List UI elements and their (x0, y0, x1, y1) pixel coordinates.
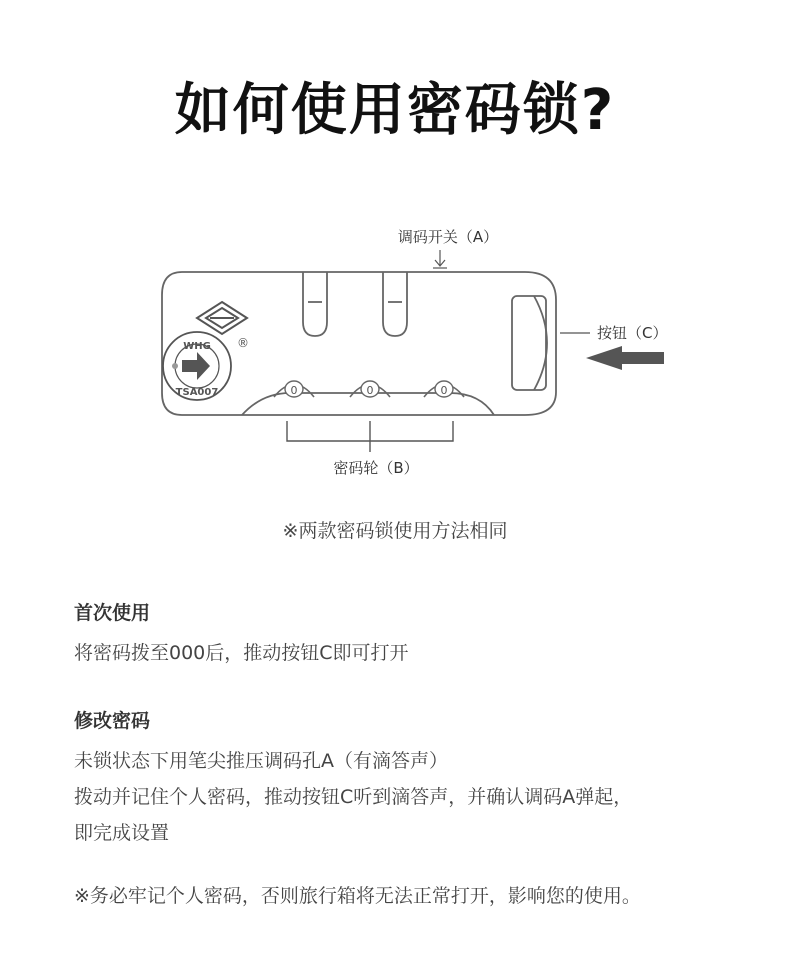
wheel-2-digit: 0 (366, 384, 374, 397)
section-title: 修改密码 (74, 710, 151, 732)
wheel-1-digit: 0 (290, 384, 298, 397)
page-title: 如何使用密码锁? (174, 78, 616, 143)
wheel-3-digit: 0 (440, 384, 448, 397)
registered-mark: ® (237, 336, 249, 350)
section-line: 即完成设置 (74, 822, 170, 844)
label-c: 按钮（C） (597, 324, 668, 342)
arrow-down-icon (433, 250, 447, 268)
warning-text: ※务必牢记个人密码，否则旅行箱将无法正常打开，影响您的使用。 (74, 885, 641, 907)
bracket-b (287, 421, 453, 452)
label-a: 调码开关（A） (397, 228, 499, 246)
lock-diagram (0, 215, 790, 490)
section-line: 拨动并记住个人密码，推动按钮C听到滴答声，并确认调码A弹起， (74, 786, 633, 808)
wheel-3 (424, 381, 464, 397)
section-title: 首次使用 (74, 602, 151, 624)
label-b: 密码轮（B） (333, 459, 419, 477)
wheel-2 (350, 381, 390, 397)
section-first-use (74, 598, 774, 671)
badge-brand-text: WHG (183, 341, 211, 352)
section-line: 未锁状态下用笔尖推压调码孔A（有滴答声） (74, 750, 448, 772)
section-change-password (74, 706, 774, 851)
usage-note: ※两款密码锁使用方法相同 (282, 520, 508, 542)
badge-model-text: TSA007 (175, 387, 219, 398)
arrow-left-icon (586, 346, 664, 370)
brand-logo-icon (197, 302, 247, 334)
section-line: 将密码拨至000后，推动按钮C即可打开 (74, 642, 409, 664)
